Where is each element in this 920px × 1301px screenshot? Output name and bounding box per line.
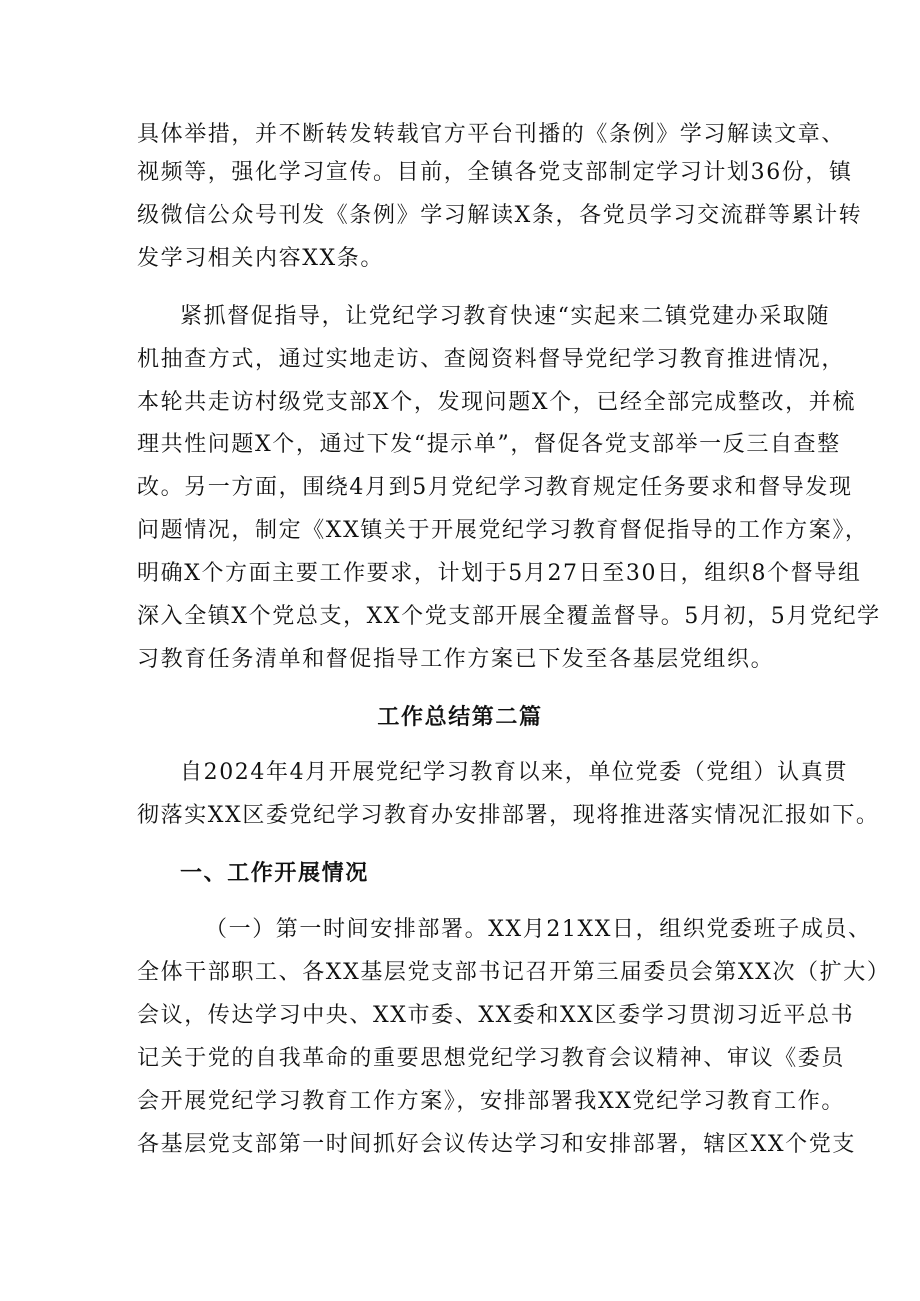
heading-work-progress: 一、工作开展情况 bbox=[180, 860, 369, 886]
paragraph-2-line-4: 理共性问题X个，通过下发“提示单”，督促各党支部举一反三自查整 bbox=[137, 432, 841, 457]
paragraph-2-line-7: 明确X个方面主要工作要求，计划于5月27日至30日，组织8个督导组 bbox=[137, 561, 862, 586]
paragraph-1-line-4: 发学习相关内容XX条。 bbox=[137, 246, 384, 271]
paragraph-1-line-1: 具体举措，并不断转发转载官方平台刊播的《条例》学习解读文章、 bbox=[137, 122, 846, 147]
paragraph-2-line-2: 机抽查方式，通过实地走访、查阅资料督导党纪学习教育推进情况， bbox=[137, 347, 846, 372]
paragraph-4-line-5: 会开展党纪学习教育工作方案》，安排部署我XX党纪学习教育工作。 bbox=[137, 1089, 845, 1114]
paragraph-3-line-1: 自2024年4月开展党纪学习教育以来，单位党委（党组）认真贯 bbox=[180, 760, 848, 785]
section-title: 工作总结第二篇 bbox=[377, 704, 543, 730]
paragraph-1-line-2: 视频等，强化学习宣传。目前，全镇各党支部制定学习计划36份，镇 bbox=[137, 160, 853, 185]
paragraph-2-line-9: 习教育任务清单和督促指导工作方案已下发至各基层党组织。 bbox=[137, 647, 775, 672]
paragraph-2-line-6: 问题情况，制定《XX镇关于开展党纪学习教育督促指导的工作方案》， bbox=[137, 518, 869, 543]
paragraph-4-line-3: 会议，传达学习中央、XX市委、XX委和XX区委学习贯沏习近平总书 bbox=[137, 1003, 855, 1028]
paragraph-2-line-8: 深入全镇X个党总支，XX个党支部开展全覆盖督导。5月初，5月党纪学 bbox=[137, 604, 881, 629]
paragraph-2-line-5: 改。另一方面，围绕4月到5月党纪学习教育规定任务要求和督导发现 bbox=[137, 475, 853, 500]
paragraph-3-line-2: 彻落实XX区委党纪学习教育办安排部署，现将推进落实情况汇报如下。 bbox=[137, 803, 880, 828]
paragraph-4-line-6: 各基层党支部第一时间抓好会议传达学习和安排部署，辖区XX个党支 bbox=[137, 1132, 856, 1157]
paragraph-2-line-3: 本轮共走访村级党支部X个，发现问题X个，已经全部完成整改，并梳 bbox=[137, 390, 856, 415]
paragraph-4-line-1: （一）第一时间安排部署。XX月21XX日，组织党委班子成员、 bbox=[205, 917, 872, 942]
paragraph-4-line-4: 记关于党的自我革命的重要思想党纪学习教育会议精神、审议《委员 bbox=[137, 1046, 846, 1071]
paragraph-2-line-1: 紧抓督促指导，让党纪学习教育快速“实起来二镇党建办采取随 bbox=[180, 304, 831, 329]
paragraph-4-line-2: 全体干部职工、各XX基层党支部书记召开第三届委员会第XX次（扩大） bbox=[137, 960, 891, 985]
paragraph-1-line-3: 级微信公众号刊发《条例》学习解读X条，各党员学习交流群等累计转 bbox=[137, 203, 863, 228]
